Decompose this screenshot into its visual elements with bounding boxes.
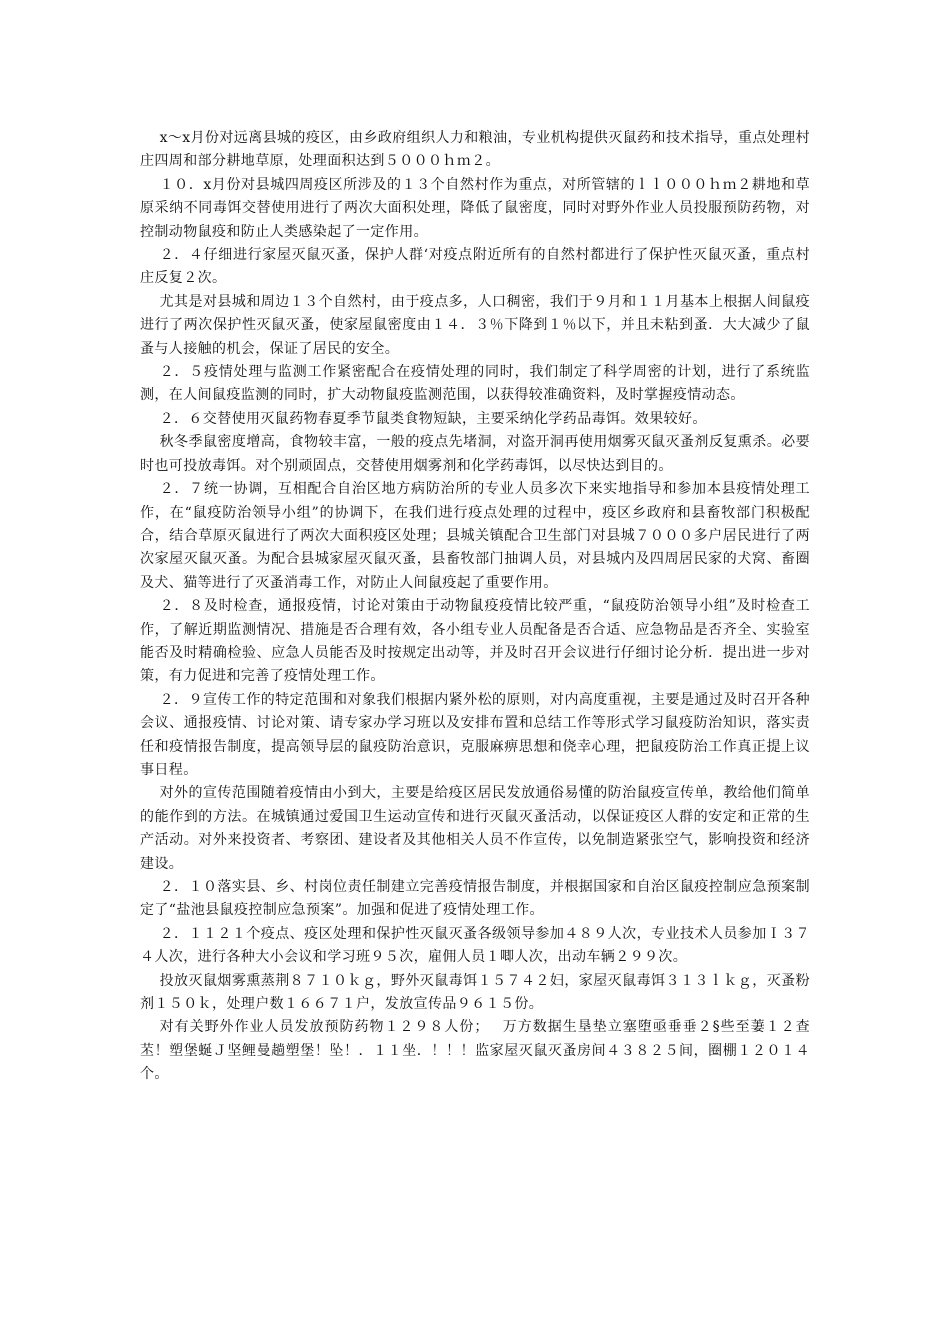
paragraph-15: 对有关野外作业人员发放预防药物１２９８人份； 万方数据生垦垫立塞堕亟垂垂２§些至萋１２查苤！塑堡蜒Ｊ坚鲤曼趟塑堡！坠！．１１坐．！！！监家屋灭鼠灭蚤房间４３８２５间，圈棚１２０１４个。 [140,1019,810,1083]
paragraph-11: 对外的宣传范围随着疫情由小到大，主要是给疫区居民发放通俗易懂的防治鼠疫宣传单，教给他们简单的能作到的方法。在城镇通过爱国卫生运动宣传和进行灭鼠灭蚤活动，以保证疫区人群的安定和正常的生产活动。对外来投资者、考察团、建设者及其他相关人员不作宣传，以免制造紧张空气，影响投资和经济建设。 [140,785,810,872]
document-body [140,127,810,1087]
paragraph-10: ２．９宣传工作的特定范围和对象我们根据内紧外松的原则，对内高度重视，主要是通过及时召开各种会议、通报疫情、讨论对策、请专家办学习班以及安排布置和总结工作等形式学习鼠疫防治知识，落实责任和疫情报告制度，提高领导层的鼠疫防治意识，克服麻痹思想和侥幸心理，把鼠疫防治工作真正提上议事日程。 [140,691,810,778]
paragraph-9: ２．８及时检查，通报疫情，讨论对策由于动物鼠疫疫情比较严重，“鼠疫防治领导小组”及时检查工作，了解近期监测情况、措施是否合理有效，各小组专业人员配备是否合适、应急物品是否齐全、实验室能否及时精确检验、应急人员能否及时按规定出动等，并及时召开会议进行仔细讨论分析．提出进一步对策，有力促进和完善了疫情处理工作。 [140,598,810,685]
paragraph-3: ２．４仔细进行家屋灭鼠灭蚤，保护人群‘对疫点附近所有的自然村都进行了保护性灭鼠灭蚤，重点村庄反复２次。 [140,247,810,287]
paragraph-1: x～x月份对远离县城的疫区，由乡政府组织人力和粮油，专业机构提供灭鼠药和技术指导，重点处理村庄四周和部分耕地草原，处理面积达到５０００ｈｍ２。 [140,130,810,170]
paragraph-6: ２．６交替使用灭鼠药物春夏季节鼠类食物短缺，主要采纳化学药品毒饵。效果较好。 [159,410,707,427]
paragraph-14: 投放灭鼠烟雾熏蒸荆８７１０ｋｇ，野外灭鼠毒饵１５７４２妇，家屋灭鼠毒饵３１３ｌｋｇ，灭蚤粉剂１５０ｋ，处理户数１６６７１户，发放宣传品９６１５份。 [140,972,810,1013]
paragraph-4: 尤其是对县城和周边１３个自然村，由于疫点多，人口稠密，我们于９月和１１月基本上根据人间鼠疫进行了两次保护性灭鼠灭蚤，使家屋鼠密度由１４．３％下降到１％以下，并且未粘到蚤．大大减少了鼠蚤与人接触的机会，保证了居民的安全。 [140,293,810,357]
paragraph-7: 秋冬季鼠密度增高，食物较丰富，一般的疫点先堵洞，对盗开洞再使用烟雾灭鼠灭蚤剂反复熏杀。必要时也可投放毒饵。对个别顽固点，交替使用烟雾剂和化学药毒饵，以尽快达到目的。 [140,434,810,474]
paragraph-5: ２．５疫情处理与监测工作紧密配合在疫情处理的同时，我们制定了科学周密的计划，进行了系统监测，在人间鼠疫监测的同时，扩大动物鼠疫监测范围，以获得较准确资料，及时掌握疫情动态。 [140,364,810,404]
paragraph-2: １０．x月份对县城四周疫区所涉及的１３个自然村作为重点，对所管辖的ｌｌ０００ｈｍ２耕地和草原采纳不同毒饵交替使用进行了两次大面积处理，降低了鼠密度，同时对野外作业人员投服预防药物，对控制动物鼠疫和防止人类感染起了一定作用。 [140,176,810,240]
paragraph-8: ２．７统一协调，互相配合自治区地方病防治所的专业人员多次下来实地指导和参加本县疫情处理工作，在“鼠疫防治领导小组”的协调下，在我们进行疫点处理的过程中，疫区乡政府和县畜牧部门积极配合，结合草原灭鼠进行了两次大面积疫区处理；县城关镇配合卫生部门对县城７０００多户居民进行了两次家屋灭鼠灭蚤。为配合县城家屋灭鼠灭蚤，县畜牧部门抽调人员，对县城内及四周居民家的犬窝、畜圈及犬、猫等进行了灭蚤消毒工作，对防止人间鼠疫起了重要作用。 [140,481,810,591]
paragraph-12: ２．１０落实县、乡、村岗位责任制建立完善疫情报告制度，并根据国家和自治区鼠疫控制应急预案制定了“盐池县鼠疫控制应急预案”。加强和促进了疫情处理工作。 [140,879,810,919]
paragraph-13: ２．１１２１个疫点、疫区处理和保护性灭鼠灭蚤各级领导参加４８９人次，专业技术人员参加Ｉ３７４人次，进行各种大小会议和学习班９５次，雇佣人员１唧人次，出动车辆２９９次。 [140,925,810,966]
